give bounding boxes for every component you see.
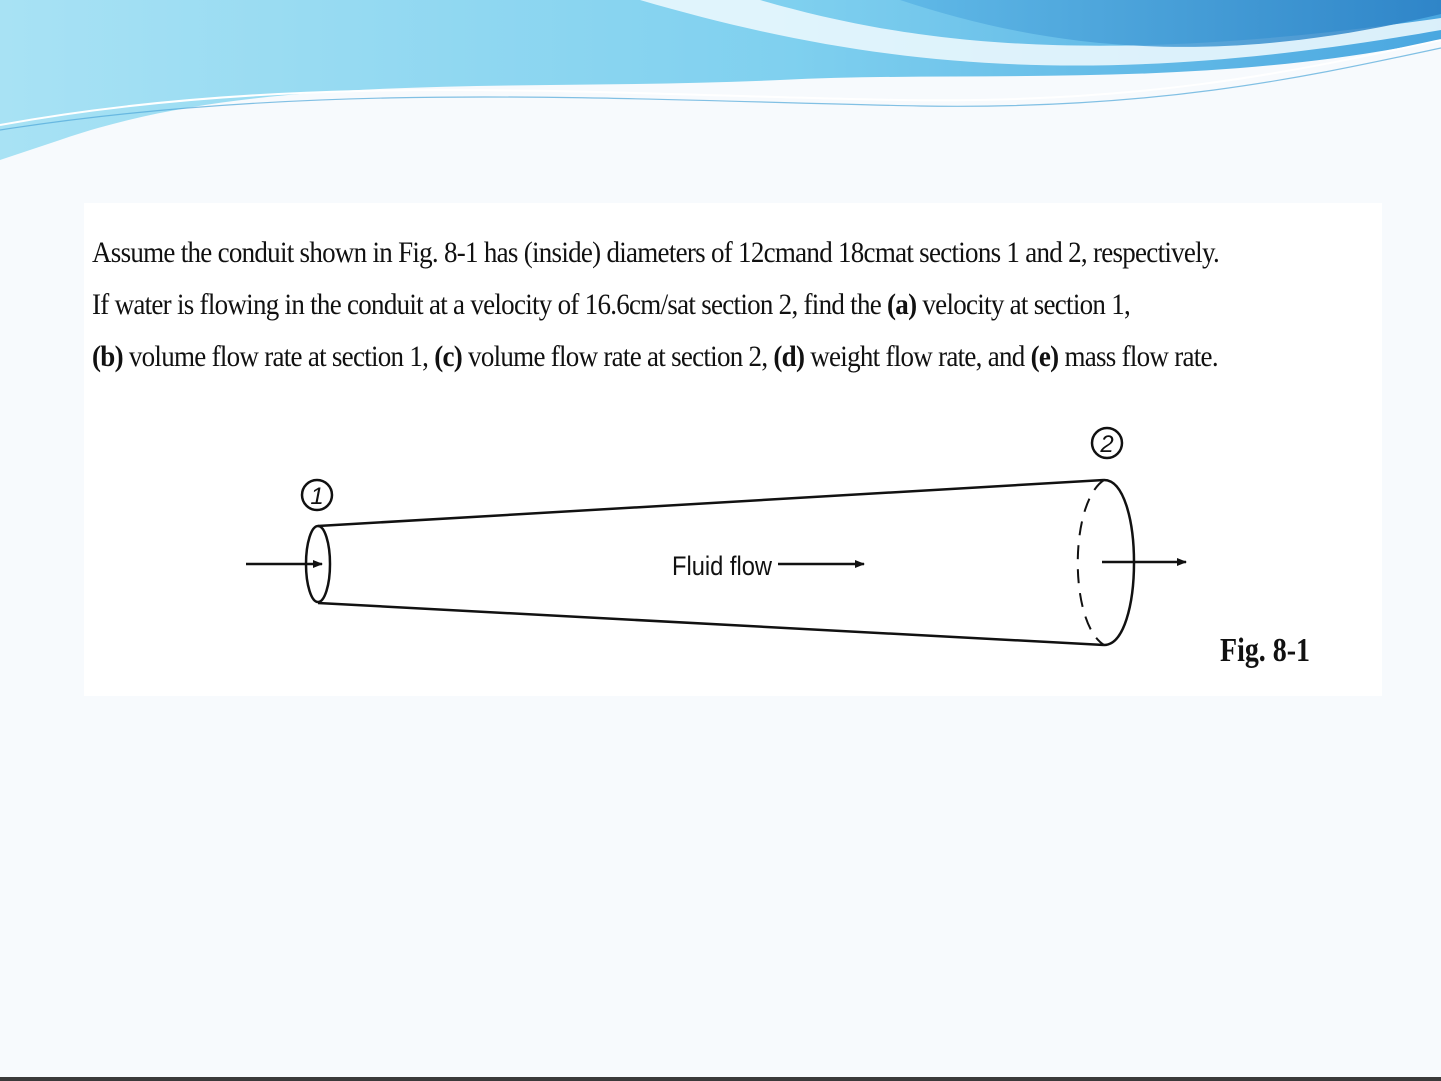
- part-b-label: (b): [92, 340, 123, 373]
- conduit-figure: [84, 203, 1382, 696]
- problem-line-3-part-1: volume flow rate at section 1,: [122, 340, 435, 373]
- conduit-top-edge: [318, 480, 1104, 526]
- section-2-label: 2: [1100, 431, 1114, 458]
- section-1-label: 1: [310, 483, 324, 510]
- section-2-hidden-arc: [1078, 480, 1104, 645]
- problem-line-3-part-4: mass flow rate.: [1058, 340, 1218, 373]
- figure-caption: Fig. 8-1: [1220, 632, 1310, 669]
- part-d-label: (d): [773, 340, 805, 373]
- problem-line-3-part-3: weight flow rate, and: [804, 340, 1031, 373]
- problem-line-2-part-1: If water is flowing in the conduit at a velocity of 16.6cm/sat section 2, find the: [92, 288, 888, 321]
- problem-card: [84, 203, 1382, 696]
- part-c-label: (c): [434, 340, 463, 373]
- part-e-label: (e): [1030, 340, 1059, 373]
- problem-line-1: Assume the conduit shown in Fig. 8-1 has (inside) diameters of 12cmand 18cmat sections 1 and 2, respectively.: [92, 236, 1220, 269]
- slide-bottom-rule: [0, 1077, 1441, 1081]
- problem-line-3-part-2: volume flow rate at section 2,: [462, 340, 774, 373]
- conduit-bottom-edge: [318, 603, 1104, 645]
- problem-line-2-part-2: velocity at section 1,: [916, 288, 1131, 321]
- part-a-label: (a): [887, 288, 917, 321]
- fluid-flow-label: Fluid flow: [672, 551, 773, 581]
